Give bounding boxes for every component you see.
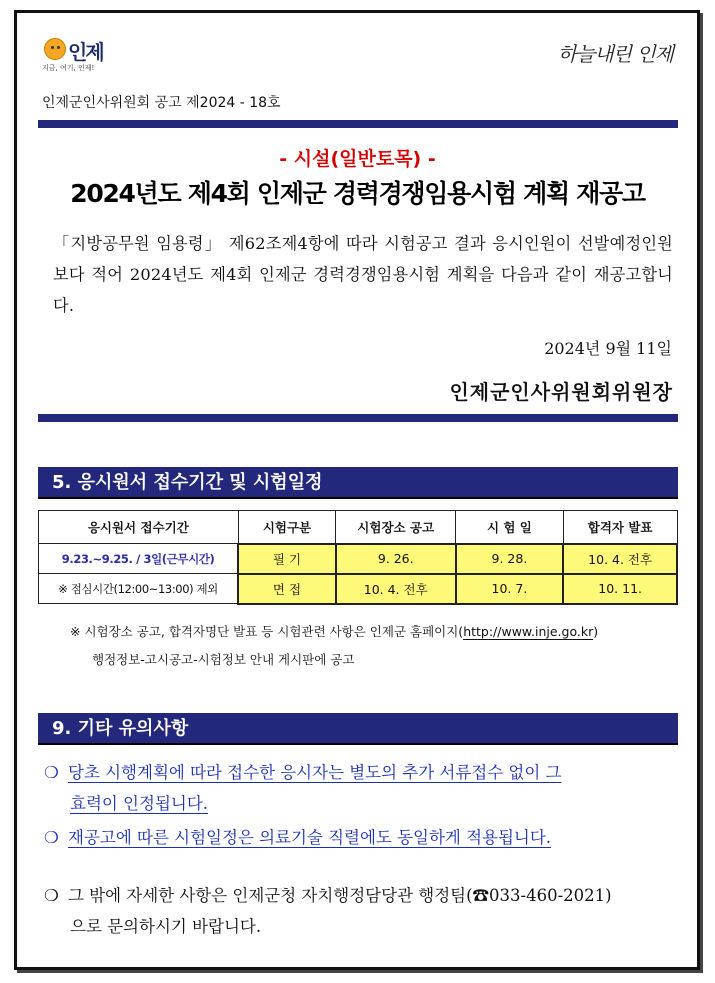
table-cell: 10. 7. bbox=[456, 574, 564, 604]
signer: 인제군인사위원회위원장 bbox=[449, 380, 673, 404]
section-heading-schedule: 5. 응시원서 접수기간 및 시험일정 bbox=[38, 467, 678, 499]
table-cell: 9. 26. bbox=[336, 544, 456, 574]
note-item-text: 당초 시행계획에 따라 접수한 응시자는 별도의 추가 서류접수 없이 그 bbox=[68, 763, 562, 782]
header-cell: 시험구분 bbox=[238, 511, 336, 544]
table-header-row bbox=[39, 511, 678, 544]
schedule-note-line2: 행정정보-고시공고-시험정보 안내 게시판에 공고 bbox=[92, 652, 355, 667]
page-title: 2024년도 제4회 인제군 경력경쟁임용시험 계획 재공고 bbox=[70, 179, 645, 208]
subtitle: - 시설(일반토목) - bbox=[279, 148, 436, 170]
logo-tagline: 지금, 여기, 인제! bbox=[42, 64, 95, 72]
note-text: ※ 시험장소 공고, 합격자명단 발표 등 시험관련 사항은 인제군 홈페이지( bbox=[70, 624, 464, 639]
table-row bbox=[39, 574, 678, 604]
header-cell: 시 험 일 bbox=[456, 511, 564, 544]
circle-bullet-icon: ❍ bbox=[44, 763, 59, 782]
application-period: 9.23.~9.25. / 3일(근무시간) bbox=[39, 544, 239, 574]
slogan-logo: 하늘내린 인제 bbox=[557, 42, 673, 66]
note-item-text-cont: 효력이 인정됩니다. bbox=[70, 794, 209, 813]
table-cell: 10. 4. 전후 bbox=[563, 544, 677, 574]
header-cell: 응시원서 접수기간 bbox=[39, 511, 239, 544]
contact-text: 그 밖에 자세한 사항은 인제군청 자치행정담당관 행정팀(☎033-460-2021) bbox=[68, 886, 612, 905]
title-rule-top bbox=[38, 120, 678, 128]
contact-text-cont: 으로 문의하시기 바랍니다. bbox=[70, 917, 262, 936]
circle-bullet-icon: ❍ bbox=[44, 828, 59, 847]
application-period-note: ※ 점심시간(12:00~13:00) 제외 bbox=[39, 574, 239, 604]
circle-bullet-icon: ❍ bbox=[44, 886, 59, 905]
table-cell: 면 접 bbox=[238, 574, 336, 604]
note-item bbox=[44, 757, 674, 819]
table-cell: 9. 28. bbox=[456, 544, 564, 574]
homepage-link[interactable]: http://www.inje.go.kr bbox=[463, 624, 594, 639]
note-text-end: ) bbox=[593, 624, 599, 639]
logo-wordmark: 인제 bbox=[68, 40, 103, 64]
table-row bbox=[39, 544, 678, 574]
table-cell: 10. 11. bbox=[563, 574, 677, 604]
note-item-text: 재공고에 따른 시험일정은 의료기술 직렬에도 동일하게 적용됩니다. bbox=[68, 828, 552, 847]
header-cell: 시험장소 공고 bbox=[336, 511, 456, 544]
schedule-note bbox=[70, 618, 680, 674]
contact-item bbox=[44, 880, 674, 942]
title-rule-bottom bbox=[38, 414, 678, 422]
schedule-note-line1 bbox=[70, 618, 680, 646]
header-cell: 합격자 발표 bbox=[563, 511, 677, 544]
section-heading-notes: 9. 기타 유의사항 bbox=[38, 713, 678, 745]
intro-paragraph: 「지방공무원 임용령」 제62조제4항에 따라 시험공고 결과 응시인원이 선발예정인원보다 적어 2024년도 제4회 인제군 경력경쟁임용시험 계획을 다음과 같이 재공고합니다. bbox=[53, 234, 673, 315]
schedule-table bbox=[38, 510, 678, 605]
table-cell: 10. 4. 전후 bbox=[336, 574, 456, 604]
smiley-icon bbox=[44, 38, 66, 60]
table-cell: 필 기 bbox=[238, 544, 336, 574]
inje-county-logo bbox=[42, 36, 122, 76]
notice-number: 인제군인사위원회 공고 제2024 - 18호 bbox=[42, 95, 281, 111]
notice-date: 2024년 9월 11일 bbox=[544, 339, 672, 358]
note-item bbox=[44, 822, 674, 853]
